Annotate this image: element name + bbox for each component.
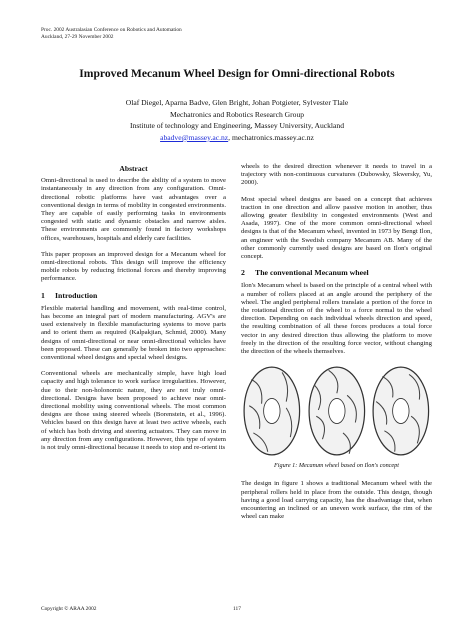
section-2-number: 2 — [241, 268, 245, 278]
figure-1-caption: Figure 1: Mecanum wheel based on Ilon's concept — [274, 462, 399, 470]
mecanum-wheel-drawing-2 — [306, 364, 368, 458]
section-1-heading — [41, 292, 226, 300]
abstract-paragraph-1: Omni-directional is used to describe the ability of a system to move instantaneously in any direction from any configuration. Omni-directional robotic platforms have vast advantages over a conventional design in terms of mobility in congested environments. They are capable of easily performing tasks in environments congested with static and dynamic obstacles and narrow aisles. These environments are commonly found in factory workshops offices, warehouses, hospitals and elderly care facilities. — [41, 177, 226, 242]
section-1-number: 1 — [41, 290, 45, 300]
website-text: , mechatronics.massey.ac.nz — [228, 132, 314, 142]
institution: Institute of technology and Engineering, Massey University, Auckland — [130, 121, 344, 131]
header-conference: Proc. 2002 Australasian Conference on Robotics and Automation — [41, 27, 182, 33]
right-paragraph-1: wheels to the desired direction whenever it needs to travel in a trajectory with non-continuous curvatures (Dubowsky, Skwersky, Yu, 2000). — [241, 163, 432, 187]
contact-line — [0, 132, 474, 144]
abstract-heading: Abstract — [119, 164, 148, 173]
mecanum-paragraph-2: The design in figure 1 shows a traditional Mecanum wheel with the peripheral rollers held in place from the outside. This design, though having a good load carrying capacity, has the disadvantage that, when encountering an inclined or an uneven work surface, the rim of the wheel can make — [241, 480, 432, 521]
running-header — [41, 27, 182, 42]
abstract-paragraph-2: This paper proposes an improved design for a Mecanum wheel for omni-directional robots. This design will improve the efficiency mobile robots by reducing frictional forces and thereby improving performance. — [41, 250, 226, 283]
right-column — [241, 163, 432, 529]
paper-title: Improved Mecanum Wheel Design for Omni-directional Robots — [79, 67, 395, 80]
author-names: Olaf Diegel, Aparna Badve, Glen Bright, Johan Potgieter, Sylvester Tlale — [125, 98, 349, 107]
intro-paragraph-2: Conventional wheels are mechanically simple, have high load capacity and high tolerance to work surface irregularities. However, due to their non-holonomic nature, they are not truly omni-directional. Designs have been proposed to achieve near omni-directional mobility using conventional wheels. The most common designs are those using steered wheels (Borenstein, et al., 1996). Vehicles based on this design have at least two active wheels, each of which has both driving and steering actuators. They can move in any direction from any configurations. However, this type of system is not truly omni-directional because it needs to stop and re-orient its — [41, 370, 226, 452]
mecanum-paragraph-1: Ilon's Mecanum wheel is based on the principle of a central wheel with a number of rollers placed at an angle around the periphery of the wheel. The angled peripheral rollers translate a portion of the force in the rotational direction of the wheel to a force normal to the wheel direction. Depending on each individual wheels direction and speed, the resulting combination of all these forces produces a total force vector in any desired direction thus allowing the platform to move freely in the direction of the resulting force vector, without changing the direction of the wheels themselves. — [241, 282, 432, 356]
mecanum-wheel-drawing-3 — [370, 364, 432, 458]
figure-1-mecanum-wheels — [241, 364, 432, 458]
section-2-title: The conventional Mecanum wheel — [255, 268, 369, 278]
email-link[interactable]: abadve@massey.ac.nz — [160, 132, 229, 142]
section-2-heading — [241, 269, 432, 277]
left-column — [41, 163, 226, 460]
research-group: Mechatronics and Robotics Research Group — [169, 109, 305, 119]
page-number: 117 — [233, 606, 241, 612]
intro-paragraph-1: Flexible material handling and movement, with real-time control, has become an integral part of modern manufacturing. AGV's are used extensively in flexible manufacturing systems to move parts and to orient them as required (Kalpakjian, Schmid, 2000). Many designs of omni-directional or near omni-directional vehicles have been proposed. These can generally be broken into two approaches: conventional wheel designs and special wheel designs. — [41, 304, 226, 362]
author-block — [0, 97, 474, 143]
header-location: Auckland, 27-29 November 2002 — [41, 34, 114, 41]
section-1-title: Introduction — [55, 290, 98, 300]
right-paragraph-2: Most special wheel designs are based on a concept that achieves traction in one direction and allow passive motion in another, thus allowing greater flexibility in congested environments (West and Asada, 1997). One of the more common omni-directional wheel designs is that of the Mecanum wheel, invented in 1973 by Bengt Ilon, an engineer with the Swedish company Mecanum AB. Many of the other commonly currently used designs are based on Ilon's original concept. — [241, 195, 432, 261]
footer-copyright: Copyright © ARAA 2002 — [41, 606, 97, 612]
mecanum-wheel-drawing-1 — [241, 364, 303, 458]
